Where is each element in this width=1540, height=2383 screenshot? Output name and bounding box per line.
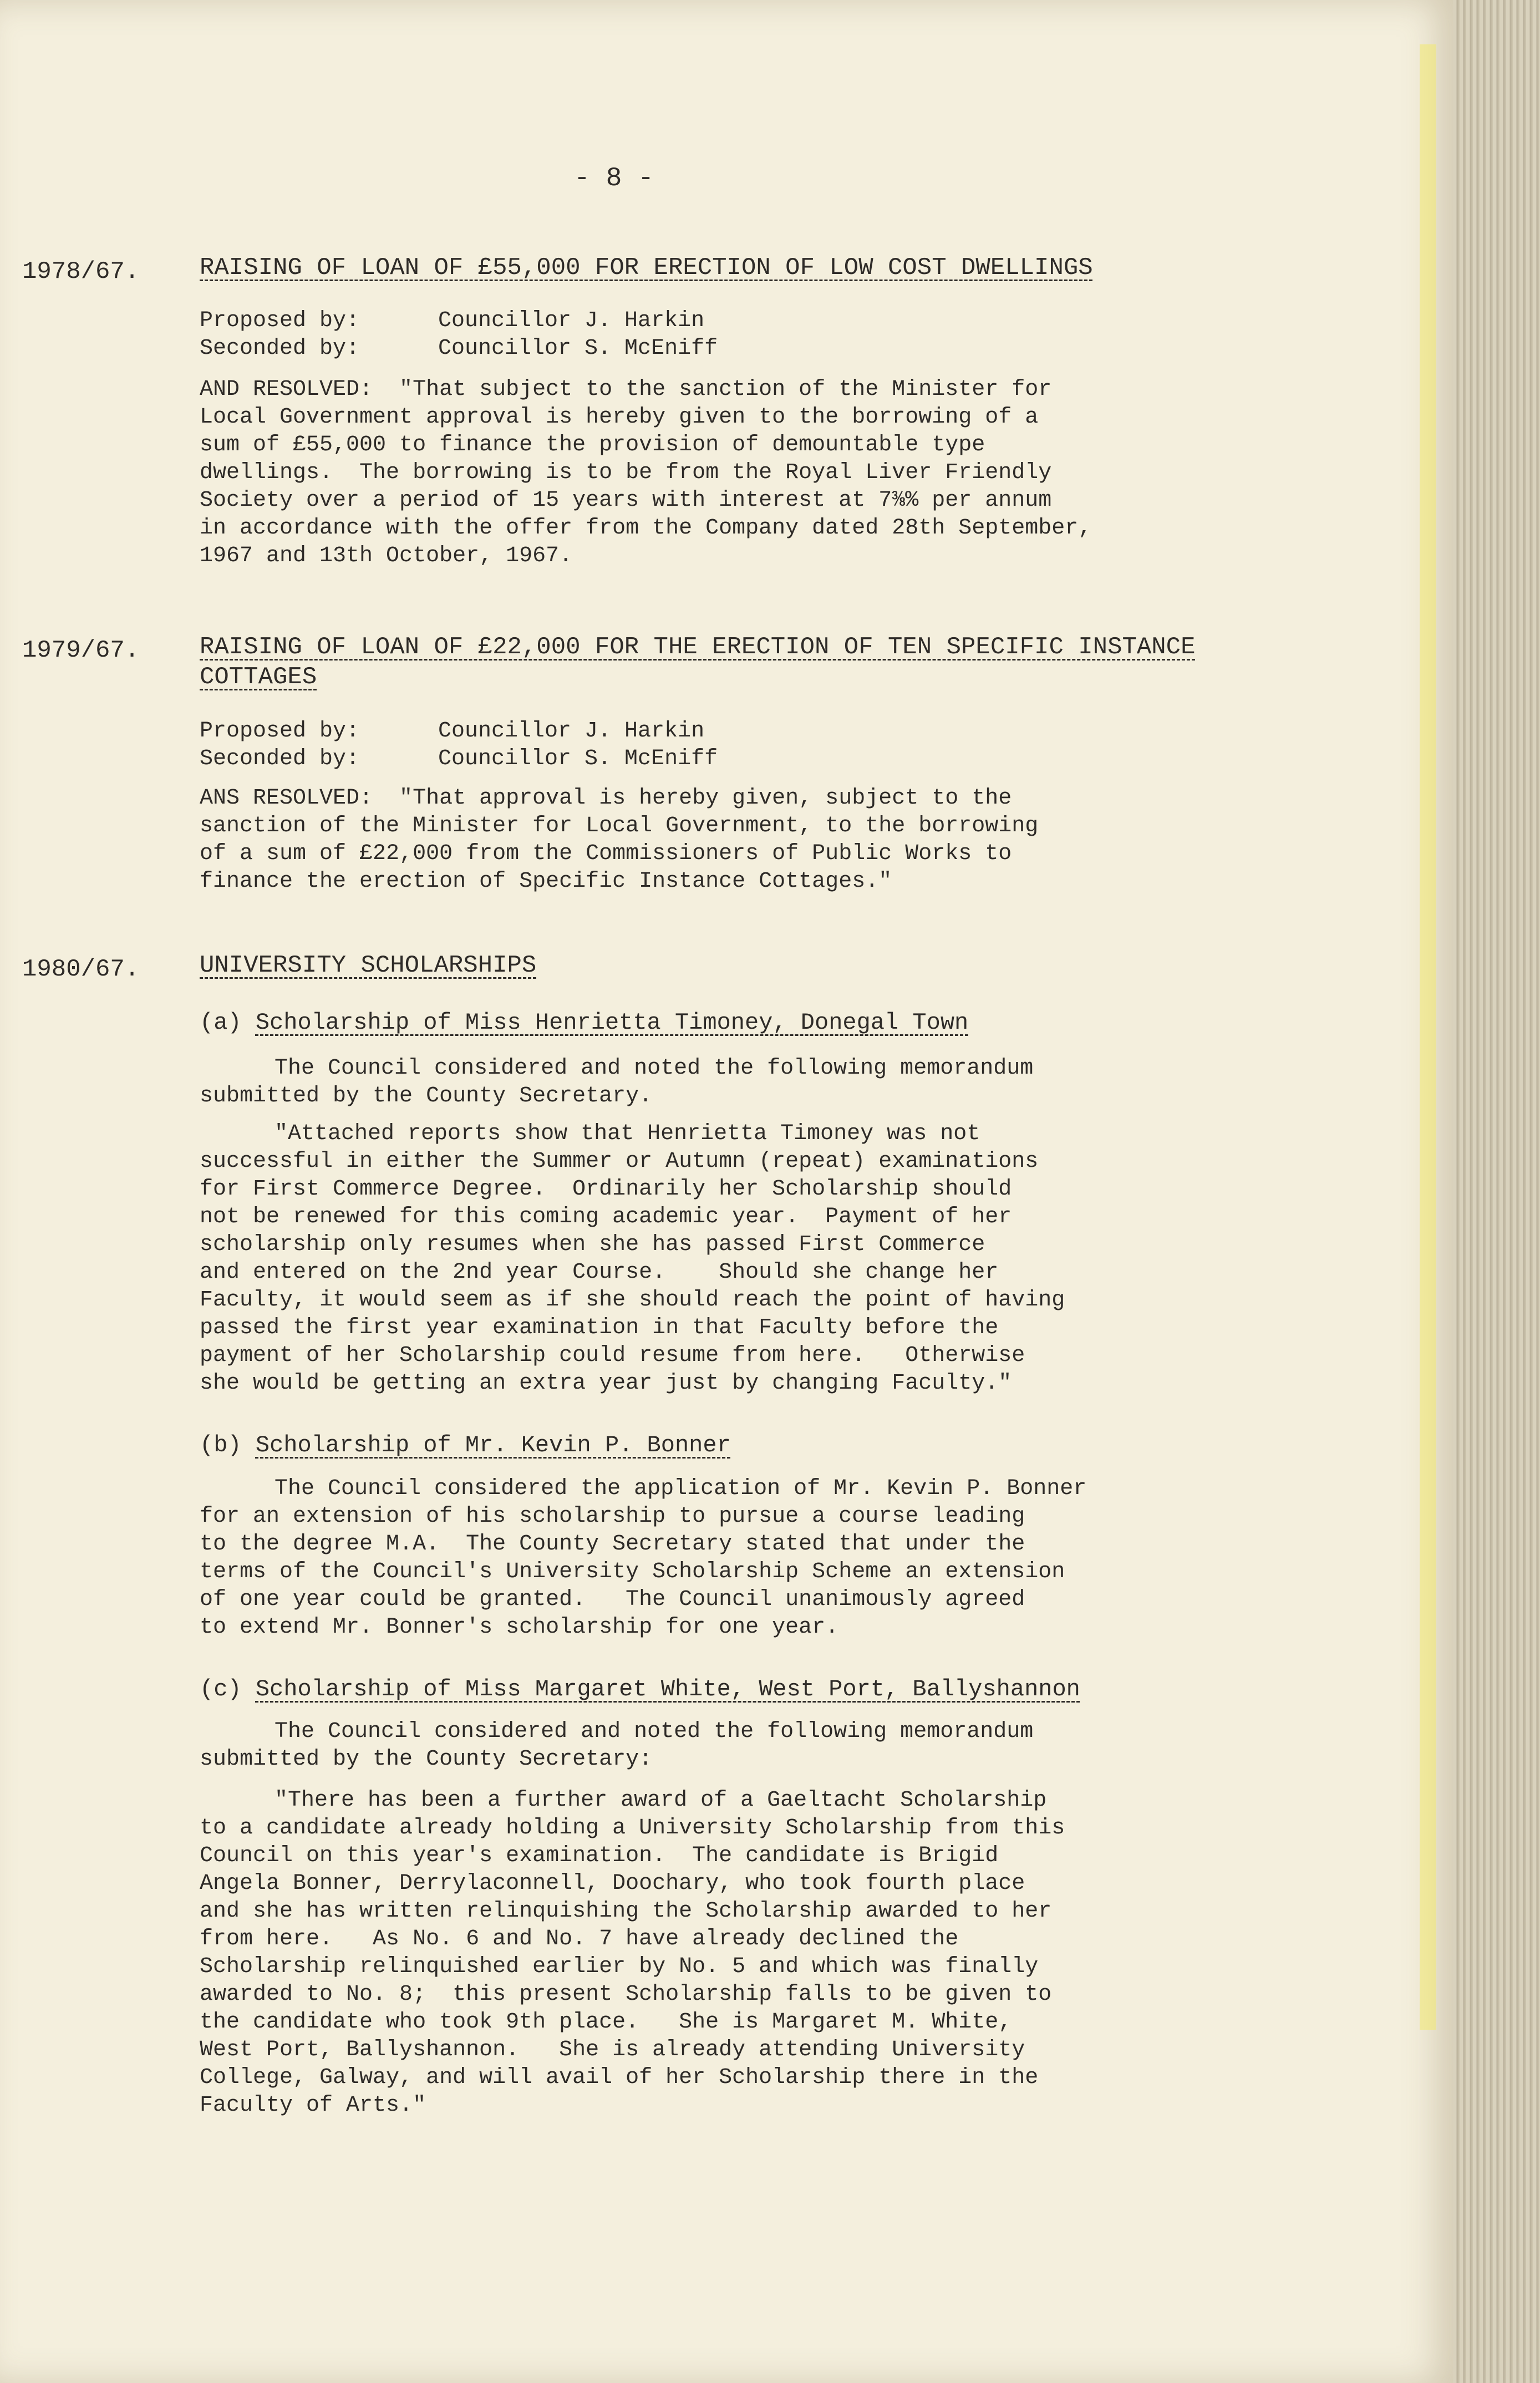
proposer-name: Councillor J. Harkin xyxy=(438,308,705,333)
subheading-label: (b) xyxy=(200,1432,242,1459)
page-number: - 8 - xyxy=(574,164,654,194)
seconder-line xyxy=(200,334,718,363)
proposed-label: Proposed by: xyxy=(200,719,360,744)
resolution-text: ANS RESOLVED: "That approval is hereby given, subject to the sanction of the Minister for Local Government, to the borrowing of a sum of £22,000 from the Commissioners of Public Works to finance the erection of Specific Instance Cottages." xyxy=(200,786,1039,894)
memorandum-quote: "Attached reports show that Henrietta Timoney was not successful in either the Summer or Autumn (repeat) examinations for First Commerce Degree. Ordinarily her Scholarship should not be renewed for this coming academic year. Payment of her scholarship only resumes when she has passed First Commerce and entered on the 2nd year Course. Should she change her Faculty, it would seem as if she should reach the point of having passed the first year examination in that Faculty before the payment of her Scholarship could resume from here. Otherwise she would be getting an extra year just by changing Faculty." xyxy=(200,1121,1065,1396)
book-page-edges xyxy=(1453,0,1540,2383)
minute-number: 1980/67. xyxy=(22,956,140,983)
subheading-title: Scholarship of Mr. Kevin P. Bonner xyxy=(255,1432,731,1459)
seconder-line xyxy=(200,745,718,774)
seconder-name: Councillor S. McEniff xyxy=(438,336,718,361)
subheading-label: (a) xyxy=(200,1009,242,1036)
seconded-label: Seconded by: xyxy=(200,746,360,771)
minute-number: 1979/67. xyxy=(22,637,140,664)
intro-text: The Council considered and noted the following memorandum submitted by the County Secretary: xyxy=(200,1719,1034,1772)
seconder-name: Councillor S. McEniff xyxy=(438,746,718,771)
page-edge-marker xyxy=(1420,44,1436,2030)
subheading-b xyxy=(200,1432,731,1459)
subheading-label: (c) xyxy=(200,1676,242,1703)
item-heading: RAISING OF LOAN OF £22,000 FOR THE ERECTION OF TEN SPECIFIC INSTANCE COTTAGES xyxy=(200,633,1196,691)
proposer-line xyxy=(200,307,704,336)
subheading-a xyxy=(200,1009,968,1036)
body-text: The Council considered the application of Mr. Kevin P. Bonner for an extension of his scholarship to pursue a course leading to the degree M.A. The County Secretary stated that under the terms of the Council's University Scholarship Scheme an extension of one year could be granted. The Council unanimously agreed to extend Mr. Bonner's scholarship for one year. xyxy=(200,1476,1087,1640)
subheading-title: Scholarship of Miss Margaret White, West Port, Ballyshannon xyxy=(255,1676,1080,1703)
proposer-line xyxy=(200,717,704,746)
seconded-label: Seconded by: xyxy=(200,336,360,361)
minute-number: 1978/67. xyxy=(22,258,140,286)
item-heading: RAISING OF LOAN OF £55,000 FOR ERECTION OF LOW COST DWELLINGS xyxy=(200,254,1093,282)
item-heading: UNIVERSITY SCHOLARSHIPS xyxy=(200,952,537,979)
intro-text: The Council considered and noted the following memorandum submitted by the County Secretary. xyxy=(200,1056,1034,1109)
subheading-title: Scholarship of Miss Henrietta Timoney, Donegal Town xyxy=(255,1009,969,1036)
proposer-name: Councillor J. Harkin xyxy=(438,719,705,744)
subheading-c xyxy=(200,1676,1080,1703)
resolution-text: AND RESOLVED: "That subject to the sanction of the Minister for Local Government approval is hereby given to the borrowing of a sum of £55,000 to finance the provision of demountable type dwellings. The borrowing is to be from the Royal Liver Friendly Society over a period of 15 years with interest at 7⅜% per annum in accordance with the offer from the Company dated 28th September, 1967 and 13th October, 1967. xyxy=(200,377,1092,568)
memorandum-quote: "There has been a further award of a Gaeltacht Scholarship to a candidate already holding a University Scholarship from this Council on this year's examination. The candidate is Brigid Angela Bonner, Derrylaconnell, Doochary, who took fourth place and she has written relinquishing the Scholarship awarded to her from here. As No. 6 and No. 7 have already declined the Scholarship relinquished earlier by No. 5 and which was finally awarded to No. 8; this present Scholarship falls to be given to the candidate who took 9th place. She is Margaret M. White, West Port, Ballyshannon. She is already attending University College, Galway, and will avail of her Scholarship there in the Faculty of Arts." xyxy=(200,1788,1065,2118)
proposed-label: Proposed by: xyxy=(200,308,360,333)
